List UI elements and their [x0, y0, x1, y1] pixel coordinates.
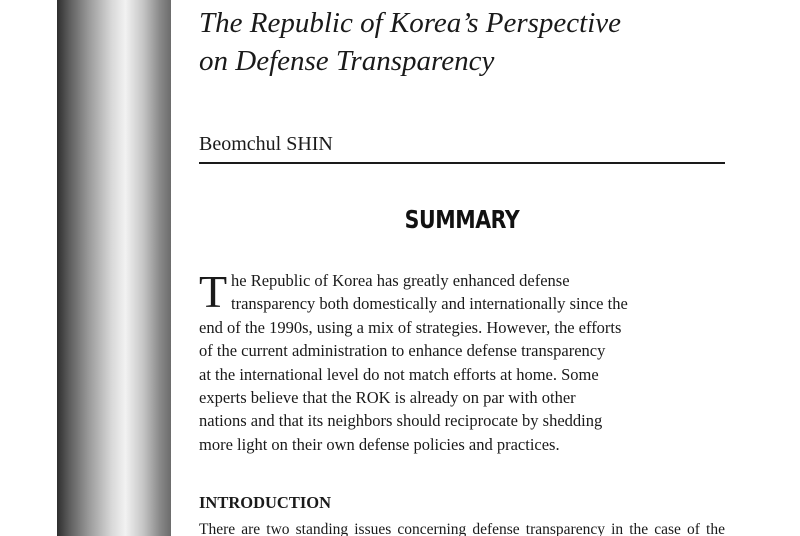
- summary-line: end of the 1990s, using a mix of strategies. However, the efforts: [199, 317, 622, 337]
- summary-line: more light on their own defense policies and practices.: [199, 434, 560, 454]
- summary-line: transparency both domestically and internationally since the: [231, 294, 628, 314]
- summary-heading: SUMMARY: [404, 205, 520, 234]
- introduction-heading: INTRODUCTION: [199, 493, 332, 512]
- page-title: [199, 4, 621, 80]
- summary-line: he Republic of Korea has greatly enhanced defense: [231, 271, 570, 290]
- title-divider: [199, 162, 725, 164]
- summary-line: experts believe that the ROK is already on par with other: [199, 388, 576, 408]
- drop-cap-letter: T: [199, 266, 228, 317]
- summary-line: nations and that its neighbors should reciprocate by shedding: [199, 411, 603, 431]
- introduction-text: There are two standing issues concerning defense transparency in the case of the: [199, 521, 725, 536]
- title-line-2: on Defense Transparency: [199, 45, 495, 77]
- author-name: Beomchul SHIN: [199, 133, 333, 155]
- summary-line: at the international level do not match efforts at home. Some: [199, 364, 599, 384]
- summary-paragraph: [199, 266, 679, 456]
- summary-line: of the current administration to enhance defense transparency: [199, 341, 606, 361]
- decorative-gradient-band: [57, 0, 171, 536]
- title-line-1: The Republic of Korea’s Perspective: [199, 7, 622, 39]
